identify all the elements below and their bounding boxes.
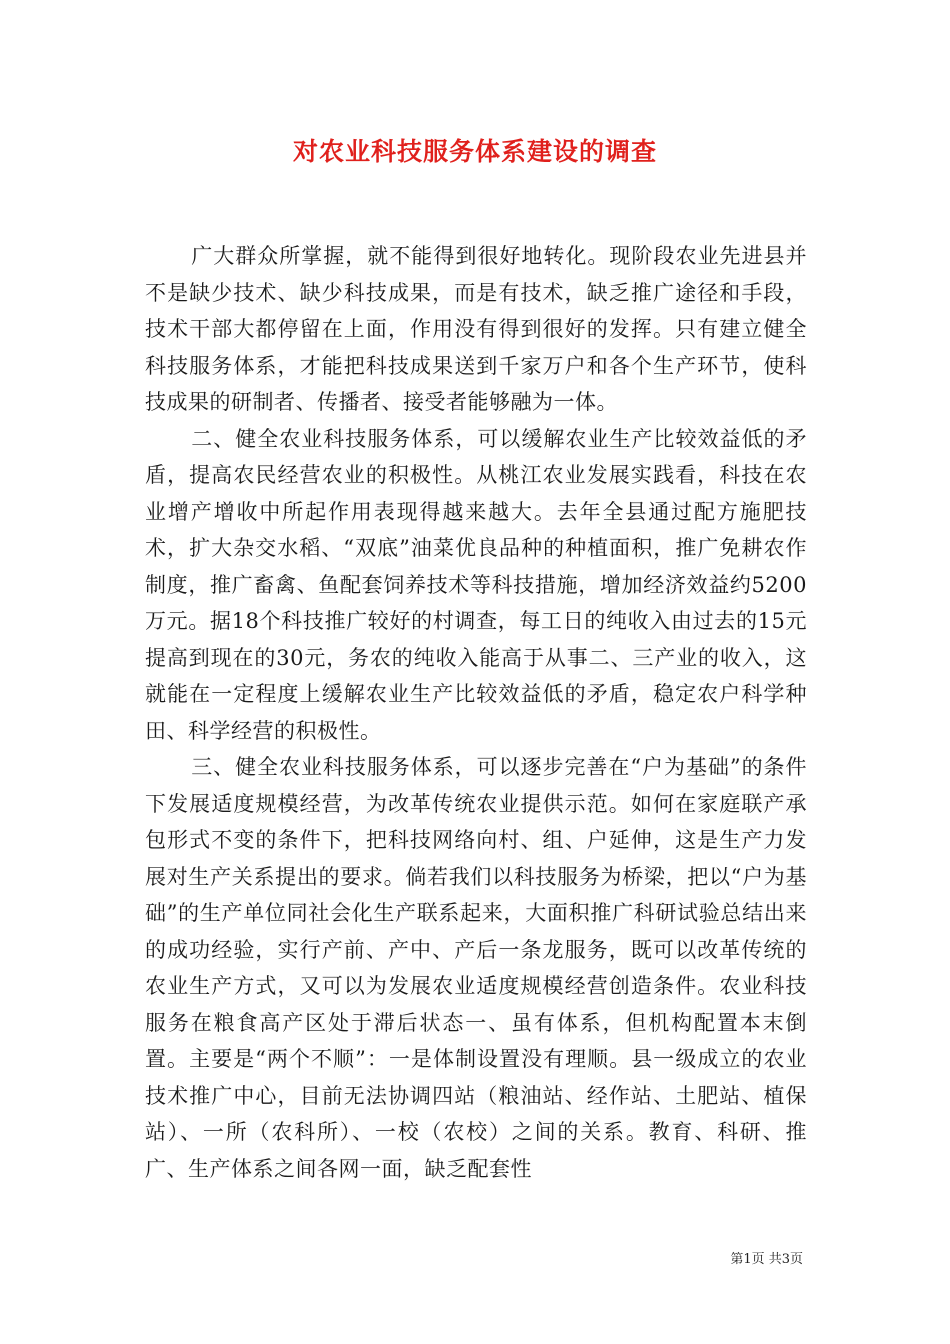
paragraph: 二、健全农业科技服务体系，可以缓解农业生产比较效益低的矛盾，提高农民经营农业的积极性。从桃江农业发展实践看，科技在农业增产增收中所起作用表现得越来越大。去年全县通过配方施肥技术，扩大杂交水稻、“双底”油菜优良品种的种植面积，推广免耕农作制度，推广畜禽、鱼配套饲养技术等科技措施，增加经济效益约5200万元。据18个科技推广较好的村调查，每工日的纯收入由过去的15元提高到现在的30元，务农的纯收入能高于从事二、三产业的收入，这就能在一定程度上缓解农业生产比较效益低的矛盾，稳定农户科学种田、科学经营的积极性。 — [145, 426, 807, 743]
document-title: 对农业科技服务体系建设的调查 — [292, 137, 657, 166]
paragraph: 广大群众所掌握，就不能得到很好地转化。现阶段农业先进县并不是缺少技术、缺少科技成果，而是有技术，缺乏推广途径和手段，技术干部大都停留在上面，作用没有得到很好的发挥。只有建立健全科技服务体系，才能把科技成果送到千家万户和各个生产环节，使科技成果的研制者、传播者、接受者能够融为一体。 — [145, 244, 807, 414]
paragraph: 三、健全农业科技服务体系，可以逐步完善在“户为基础”的条件下发展适度规模经营，为改革传统农业提供示范。如何在家庭联产承包形式不变的条件下，把科技网络向村、组、户延伸，这是生产力发展对生产关系提出的要求。倘若我们以科技服务为桥梁，把以“户为基础”的生产单位同社会化生产联系起来，大面积推广科研试验总结出来的成功经验，实行产前、产中、产后一条龙服务，既可以改革传统的农业生产方式，又可以为发展农业适度规模经营创造条件。农业科技服务在粮食高产区处于滞后状态一、虽有体系，但机构配置本末倒置。主要是“两个不顺”：一是体制设置没有理顺。县一级成立的农业技术推广中心，目前无法协调四站（粮油站、经作站、土肥站、植保站）、一所（农科所）、一校（农校）之间的关系。教育、科研、推广、生产体系之间各网一面，缺乏配套性 — [145, 755, 807, 1181]
document-body — [145, 238, 807, 1187]
page-number: 第1页 共3页 — [730, 1252, 803, 1267]
